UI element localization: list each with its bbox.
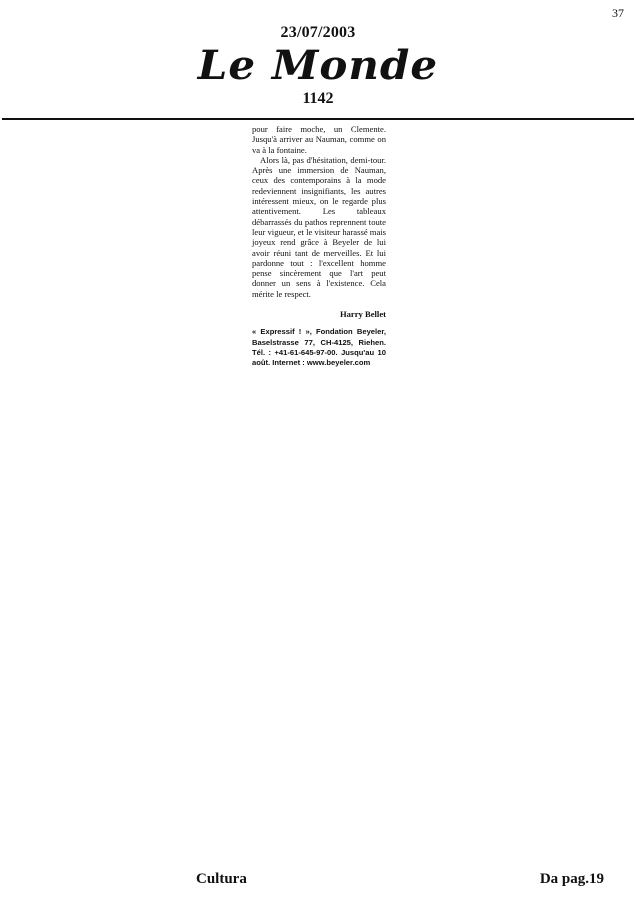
article-byline: Harry Bellet (339, 309, 386, 320)
article-paragraph: Alors là, pas d'hésitation, demi-tour. Après une immersion de Nauman, ceux des contemporains à la mode redeviennent insignifiants, les autres intéressent mieux, on le regarde plus attentivement. Les tableaux débarrassés du pathos reprennent toute leur vigueur, et le visiteur harassé mais joyeux rend grâce à Beyeler de lui avoir réuni tant de merveilles. Et lui pardonne tout : l'excellent homme pense sincèrement que l'art peut donner un sens à l'existence. Cela mérite le respect. (252, 154, 387, 299)
page-reference: Da pag.19 (539, 871, 604, 887)
exhibition-info: « Expressif ! », Fondation Beyeler, Baselstrasse 77, CH-4125, Riehen. Tél. : +41-61-645-97-00. Jusqu'au 10 août. Internet : www.beyeler.com (252, 327, 386, 368)
article-paragraph: pour faire moche, un Clemente. Jusqu'à arriver au Nauman, comme on va à la fontaine. (252, 124, 386, 155)
page-number: 37 (612, 6, 624, 20)
article-column (252, 124, 386, 369)
header-divider (2, 118, 634, 120)
newspaper-header (0, 24, 636, 108)
section-label: Cultura (196, 871, 247, 887)
masthead-logo: Le Monde (197, 42, 439, 89)
publication-date: 23/07/2003 (280, 24, 356, 41)
issue-number: 1142 (302, 90, 334, 107)
